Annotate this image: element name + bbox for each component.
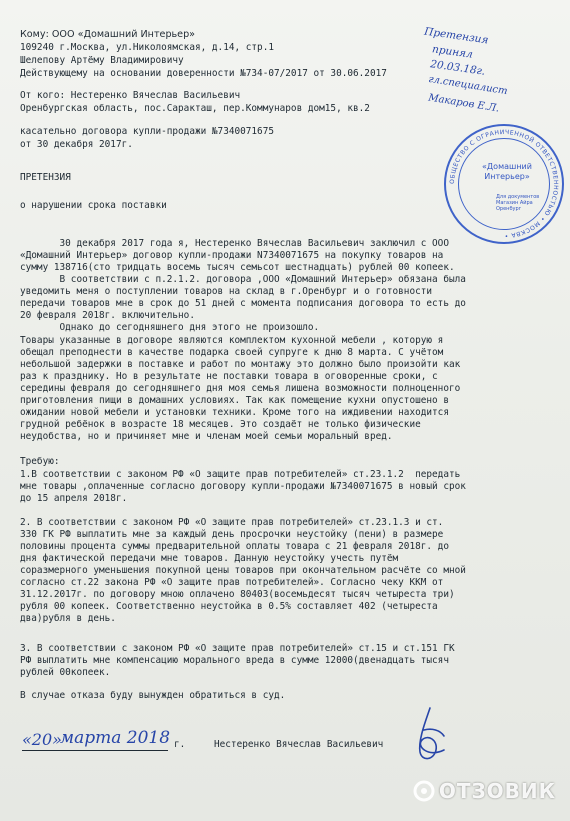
watermark-text: ОТЗОВИК	[438, 779, 556, 803]
sender-address: Оренбургская область, пос.Саракташ, пер.Коммунаров дом15, кв.2	[20, 103, 370, 114]
body-line: грудной ребёнок в возрасте 18 месяцев. Это создаёт не только физические	[20, 419, 421, 430]
otzovik-watermark	[412, 777, 556, 805]
stamp-company-name: «Домашний Интерьер»	[482, 162, 532, 181]
receipt-note-line: Претензия	[423, 25, 490, 47]
recipient-company: Кому: ООО «Домашний Интерьер»	[20, 29, 196, 40]
demand-line: соразмерного уменьшения покупной цены товаров при окончательном расчёте со мной	[20, 565, 466, 576]
date-month-handwritten: марта 2018	[60, 728, 171, 748]
body-line: 30 декабря 2017 года я, Нестеренко Вячеслав Васильевич заключил с ООО	[20, 238, 449, 249]
demand-line: согласно ст.22 закона РФ «О защите прав потребителей». Согласно чеку ККМ от	[20, 577, 444, 588]
recipient-authority: Действующему на основании доверенности №734-07/2017 от 30.06.2017	[20, 68, 387, 79]
closing-statement: В случае отказа буду вынужден обратиться в суд.	[20, 690, 286, 701]
body-line: уведомить меня о поступлении товаров на склад в г.Оренбург и о готовности	[20, 286, 433, 297]
stamp-small-text: Для документов Магазин Айра Оренбург	[496, 194, 540, 212]
body-line: В соответствии с п.2.1.2. договора ,ООО «Домашний Интерьер» обязана была	[20, 274, 466, 285]
sender-name: От кого: Нестеренко Вячеслав Васильевич	[20, 90, 241, 101]
body-line: середины февраля до сегодняшнего дня моя семья лишена возможности полноценного	[20, 383, 461, 394]
recipient-address: 109240 г.Москва, ул.Николоямская, д.14, стр.1	[20, 42, 274, 53]
date-day-handwritten: «20»	[22, 730, 62, 749]
demand-line: 330 ГК РФ выплатить мне за каждый день просрочки неустойку (пени) в размере	[20, 529, 444, 540]
contract-reference: касательно договора купли-продажи №7340071675	[20, 126, 274, 137]
body-line: Товары указанные в договоре являются комплектом кухонной мебели , которую я	[20, 335, 444, 346]
demand-line: 3. В соответствии с законом РФ «О защите прав потребителей» ст.15 и ст.151 ГК	[20, 643, 455, 654]
body-line: обещал преподнести в качестве подарка своей супруге к дню 8 марта. С учётом	[20, 347, 444, 358]
body-line: ожидании новой мебели и установки техники. Кроме того на иждивении находится	[20, 407, 449, 418]
contract-date: от 30 декабря 2017г.	[20, 139, 133, 150]
body-line: раз к празднику. Но в результате не поставки товара в оговоренные сроки, с	[20, 371, 438, 382]
body-line: «Домашний Интерьер» договор купли-продажи N7340071675 на покупку товаров на	[20, 250, 444, 261]
stamp-inner-ring	[458, 138, 550, 230]
demand-line: дня фактической передачи мне товаров. Данную неустойку учесть путём	[20, 553, 399, 564]
receipt-note-line: 20.03.18г.	[429, 58, 486, 78]
stamp-ring-label: ОБЩЕСТВО С ОГРАНИЧЕННОЙ ОТВЕТСТВЕННОСТЬЮ • МОСКВА •	[448, 128, 560, 240]
body-line: небольшой задержки в поставке и работ по монтажу это должно было произойти как	[20, 359, 461, 370]
demand-line: половины процента суммы предварительной оплаты товара с 21 февраля 2018г. до	[20, 541, 449, 552]
recipient-person: Шелепову Артёму Владимировичу	[20, 55, 184, 66]
demand-line: рублей 00копеек.	[20, 667, 111, 678]
otzovik-logo-icon	[412, 779, 436, 803]
demand-line: 2. В соответствии с законом РФ «О защите прав потребителей» ст.23.1.3 и ст.	[20, 517, 444, 528]
demand-line: два)рубля в день.	[20, 613, 116, 624]
demand-line: 1.В соответствии с законом РФ «О защите прав потребителей» ст.23.1.2 передать	[20, 469, 461, 480]
demand-line: РФ выплатить мне компенсацию морального вреда в сумме 12000(двенадцать тысяч	[20, 655, 449, 666]
signature-scribble	[400, 700, 460, 770]
receipt-note-line: Макаров Е.Л.	[427, 92, 500, 115]
body-line: Однако до сегодняшнего дня этого не произошло.	[20, 322, 320, 333]
demand-line: рубля 00 копеек. Соответственно неустойка в 0.5% составляет 402 (четыреста	[20, 601, 438, 612]
demand-line: мне товары ,оплаченные согласно договору купли-продажи №7340071675 в новый срок	[20, 481, 466, 492]
body-line: передачи товаров мне в срок до 51 дней с момента подписания договора то есть до	[20, 298, 466, 309]
demands-heading: Требую:	[20, 456, 60, 467]
signer-name: Нестеренко Вячеслав Васильевич	[214, 739, 384, 750]
receipt-note-line: гл.специалист	[427, 73, 509, 98]
date-underline	[22, 750, 168, 751]
demand-line: 31.12.2017г. по договору мною оплачено 80403(восемьдесят тысяч четыреста три)	[20, 589, 455, 600]
body-line: приготовления пищи в домашних условиях. Так как помещение кухни опустошено в	[20, 395, 449, 406]
body-line: 20 февраля 2018г. включительно.	[20, 310, 195, 321]
body-line: сумму 138716(сто тридцать восемь тысяч семьсот шестнадцать) рублей 00 копеек.	[20, 262, 455, 273]
document-title: ПРЕТЕНЗИЯ	[20, 172, 71, 183]
body-line: неудобства, но и причиняет мне и членам моей семьи моральный вред.	[20, 431, 393, 442]
company-stamp	[444, 124, 564, 244]
demand-line: до 15 апреля 2018г.	[20, 493, 128, 504]
receipt-note-line: принял	[431, 43, 474, 61]
date-year-suffix: г.	[174, 739, 186, 750]
document-subject: о нарушении срока поставки	[20, 200, 167, 211]
